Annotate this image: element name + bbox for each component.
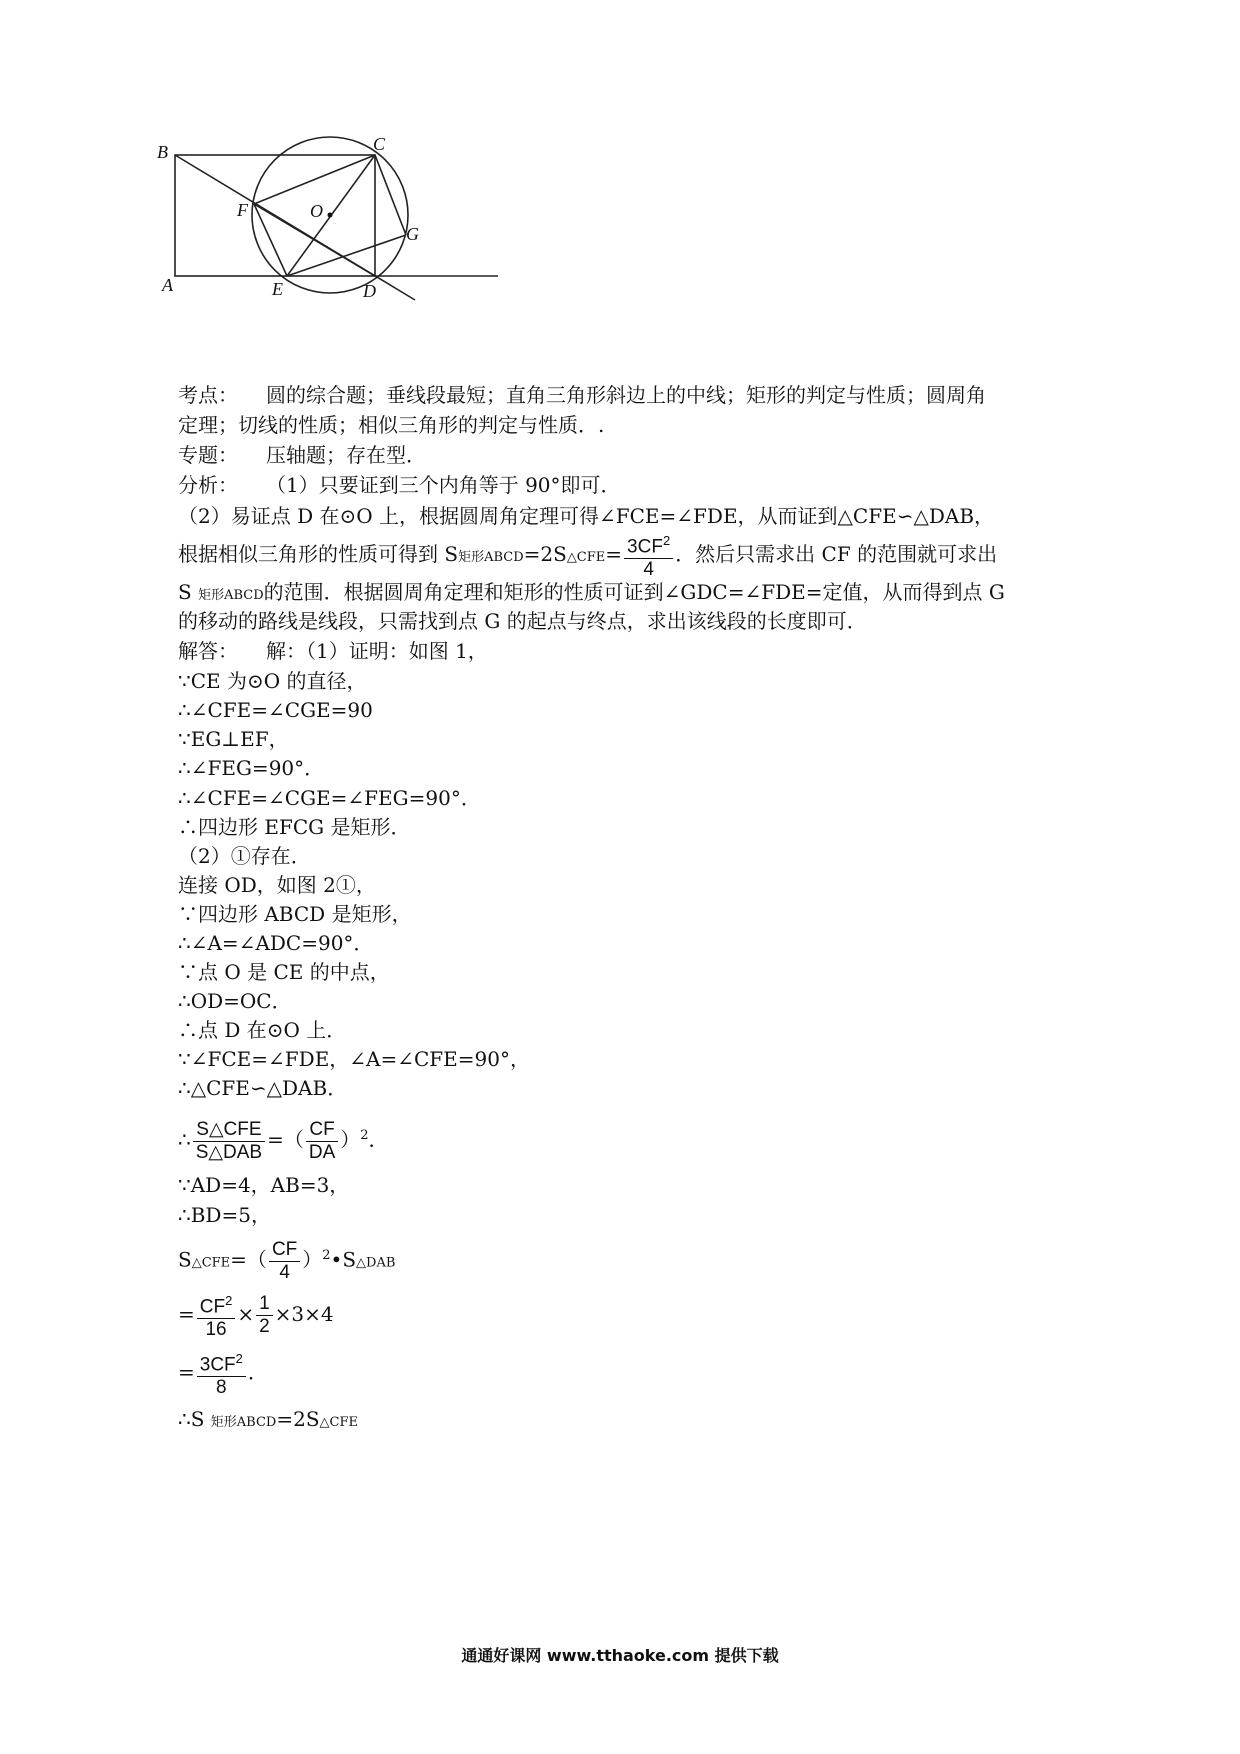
- step-12: ∴OD=OC．: [178, 989, 292, 1013]
- fraction-1-2: $\frac{1}{2}$: [256, 1293, 273, 1338]
- step-8: 连接 OD，如图 2①，: [178, 873, 376, 897]
- step-6: ∴四边形 EFCG 是矩形．: [178, 815, 411, 839]
- zhuanti-tag: 专题：: [178, 443, 238, 467]
- center-point-o: [328, 213, 333, 218]
- fenxi-tag: 分析：: [178, 473, 238, 497]
- calc-line-1: = $\frac{CF^2}{16}$ × $\frac{1}{2}$ ×3×4: [178, 1288, 334, 1341]
- fraction-3cf2-4: $\frac{3CF^2}{4}$: [624, 530, 673, 581]
- label-f: F: [237, 200, 248, 220]
- step-13: ∴点 D 在⊙O 上．: [178, 1018, 347, 1042]
- step-2: ∴∠CFE=∠CGE=90: [178, 698, 373, 722]
- step-1: ∵CE 为⊙O 的直径，: [178, 669, 367, 693]
- ratio-line: ∴ $\frac{\text{S△CFE}}{\text{S△DAB}}$ =（ $\frac{CF}{DA}$ ）$^2$．: [178, 1118, 389, 1163]
- step-9: ∵四边形 ABCD 是矩形，: [178, 902, 412, 926]
- jieda-head: 解：（1）证明：如图 1，: [266, 639, 488, 663]
- fraction-cf2-16: $\frac{CF^2}{16}$: [197, 1290, 236, 1341]
- jieda-tag: 解答：: [178, 639, 238, 663]
- label-e: E: [272, 279, 283, 299]
- kaodian-line-2: 定理；切线的性质；相似三角形的判定与性质．.: [178, 413, 605, 437]
- conclusion-line: ∴S 矩形ABCD=2S△CFE: [178, 1407, 359, 1431]
- page-footer: 通通好课网 www.tthaoke.com 提供下载: [461, 1646, 779, 1665]
- fenxi-line-2: （2）易证点 D 在⊙O 上，根据圆周角定理可得∠FCE=∠FDE，从而证到△CFE∽△DAB，: [178, 504, 995, 528]
- label-o: O: [310, 201, 323, 221]
- fraction-cf-da: $\frac{CF}{DA}$: [306, 1119, 338, 1164]
- step-5: ∴∠CFE=∠CGE=∠FEG=90°．: [178, 786, 481, 810]
- step-15: ∴△CFE∽△DAB．: [178, 1076, 348, 1100]
- step-16: ∵AD=4，AB=3，: [178, 1173, 350, 1197]
- zhuanti-line: [178, 442, 426, 468]
- step-3: ∵EG⊥EF，: [178, 727, 289, 751]
- step-7: （2）①存在．: [178, 844, 311, 868]
- area-line: S△CFE=（ $\frac{CF}{4}$ ）$^2$•S△DAB: [178, 1238, 396, 1283]
- fraction-cf-4: $\frac{CF}{4}$: [269, 1239, 300, 1284]
- kaodian-text-1: 圆的综合题；垂线段最短；直角三角形斜边上的中线；矩形的判定与性质；圆周角: [266, 383, 986, 407]
- label-b: B: [157, 142, 168, 162]
- zhuanti-text: 压轴题；存在型．: [266, 443, 426, 467]
- fenxi-line-3: 根据相似三角形的性质可得到 S矩形ABCD=2S△CFE= $\frac{3CF^2}{4}$ ．然后只需求出 CF 的范围就可求出: [178, 530, 997, 581]
- jieda-line-head: [178, 638, 488, 664]
- fenxi-line-1: [178, 472, 621, 498]
- label-c: C: [373, 134, 386, 154]
- label-g: G: [406, 224, 419, 244]
- calc-line-2: = $\frac{3CF^2}{8}$ ．: [178, 1346, 268, 1399]
- label-a: A: [162, 275, 173, 295]
- fenxi-line-4: S 矩形ABCD的范围．根据圆周角定理和矩形的性质可证到∠GDC=∠FDE=定值，从而得到点 G: [178, 580, 1005, 604]
- fraction-3cf2-8: $\frac{3CF^2}{8}$: [197, 1348, 246, 1399]
- line-eg: [287, 235, 406, 276]
- step-14: ∵∠FCE=∠FDE，∠A=∠CFE=90°，: [178, 1047, 530, 1071]
- step-11: ∵点 O 是 CE 的中点，: [178, 960, 390, 984]
- fenxi-line-5: 的移动的路线是线段，只需找到点 G 的起点与终点，求出该线段的长度即可．: [178, 609, 867, 633]
- figure-svg: [157, 134, 570, 345]
- step-17: ∴BD=5，: [178, 1203, 271, 1227]
- fraction-area-ratio: $\frac{\text{S△CFE}}{\text{S△DAB}}$: [193, 1119, 265, 1164]
- label-d: D: [363, 281, 376, 301]
- kaodian-line-1: [178, 382, 986, 408]
- geometry-figure: [157, 134, 570, 345]
- step-4: ∴∠FEG=90°．: [178, 756, 325, 780]
- fenxi-text-1: （1）只要证到三个内角等于 90°即可．: [266, 473, 621, 497]
- kaodian-tag: 考点：: [178, 383, 238, 407]
- step-10: ∴∠A=∠ADC=90°．: [178, 931, 374, 955]
